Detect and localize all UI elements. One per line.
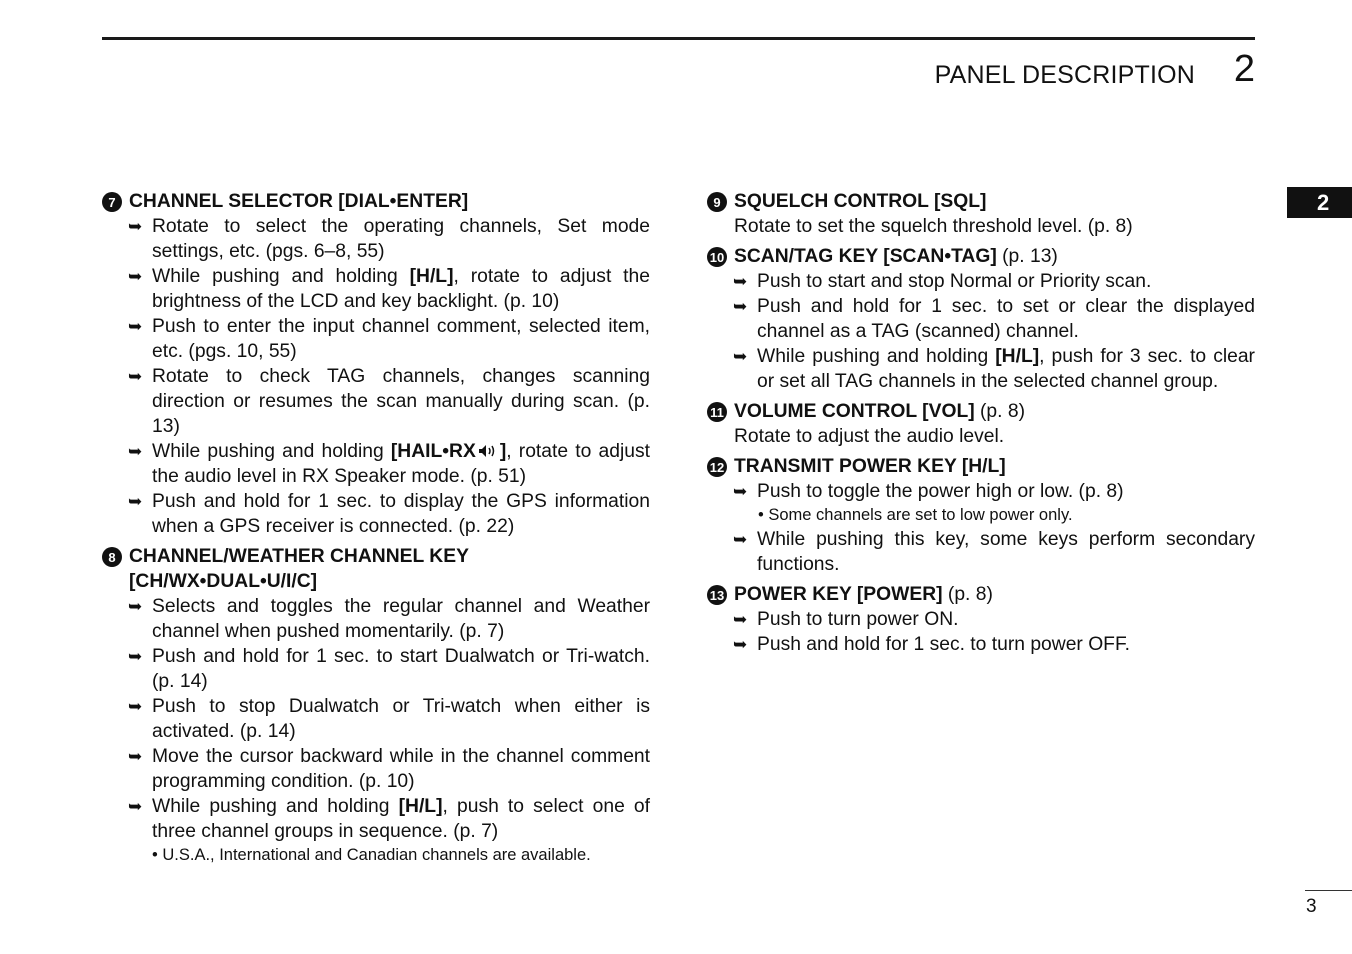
heading-text: VOLUME CONTROL [VOL] (p. 8) bbox=[734, 401, 1026, 422]
list-item bbox=[102, 489, 650, 539]
arrow-bullet-icon: ➥ bbox=[128, 442, 143, 461]
description-text: Rotate to set the squelch threshold level. (p. 8) bbox=[734, 216, 1133, 237]
bullet-text: Push to stop Dualwatch or Tri-watch when either is activated. (p. 14) bbox=[152, 696, 650, 742]
speaker-icon bbox=[478, 444, 498, 458]
bullet-text: Push to turn power ON. bbox=[757, 609, 959, 630]
section-heading bbox=[102, 544, 650, 594]
heading-text: SCAN/TAG KEY [SCAN•TAG] (p. 13) bbox=[734, 246, 1058, 267]
item-number-badge: 9 bbox=[707, 192, 727, 212]
bullet-text: While pushing and holding [H/L], push for 3 sec. to clear or set all TAG channels in the selected channel group. bbox=[757, 346, 1255, 392]
list-item bbox=[102, 364, 650, 439]
bullet-text: Push to start and stop Normal or Priority scan. bbox=[757, 271, 1152, 292]
list-item bbox=[102, 694, 650, 744]
section-heading bbox=[102, 189, 650, 214]
arrow-bullet-icon: ➥ bbox=[128, 217, 143, 236]
bullet-text: While pushing and holding [H/L], push to select one of three channel groups in sequence. (p. 7) bbox=[152, 796, 650, 842]
arrow-bullet-icon: ➥ bbox=[733, 272, 748, 291]
arrow-bullet-icon: ➥ bbox=[128, 797, 143, 816]
list-item bbox=[102, 644, 650, 694]
arrow-bullet-icon: ➥ bbox=[128, 317, 143, 336]
section-squelch-control bbox=[707, 189, 1255, 239]
list-item bbox=[707, 479, 1255, 504]
bullet-text: While pushing and holding [H/L], rotate to adjust the brightness of the LCD and key backlight. (p. 10) bbox=[152, 266, 650, 312]
list-item bbox=[102, 314, 650, 364]
chapter-number: 2 bbox=[1233, 48, 1255, 90]
heading-text: CHANNEL/WEATHER CHANNEL KEY [CH/WX•DUAL•U/I/C] bbox=[129, 546, 469, 592]
section-heading bbox=[707, 454, 1255, 479]
item-number-badge: 13 bbox=[707, 585, 727, 605]
list-item bbox=[707, 607, 1255, 632]
arrow-bullet-icon: ➥ bbox=[128, 267, 143, 286]
heading-text: TRANSMIT POWER KEY [H/L] bbox=[734, 456, 1006, 477]
section-heading bbox=[707, 244, 1255, 269]
arrow-bullet-icon: ➥ bbox=[128, 597, 143, 616]
section-volume-control bbox=[707, 399, 1255, 449]
item-number-badge: 8 bbox=[102, 547, 122, 567]
bullet-text: Rotate to select the operating channels, Set mode settings, etc. (pgs. 6–8, 55) bbox=[152, 216, 650, 262]
arrow-bullet-icon: ➥ bbox=[128, 647, 143, 666]
footer-rule bbox=[1305, 890, 1352, 891]
note-text: • U.S.A., International and Canadian channels are available. bbox=[152, 846, 591, 864]
arrow-bullet-icon: ➥ bbox=[733, 347, 748, 366]
arrow-bullet-icon: ➥ bbox=[733, 635, 748, 654]
arrow-bullet-icon: ➥ bbox=[128, 367, 143, 386]
bullet-text: Move the cursor backward while in the channel comment programming condition. (p. 10) bbox=[152, 746, 650, 792]
section-scan-tag-key bbox=[707, 244, 1255, 394]
page-number: 3 bbox=[1306, 896, 1317, 917]
list-item bbox=[102, 439, 650, 489]
list-item bbox=[707, 269, 1255, 294]
bullet-text: Rotate to check TAG channels, changes scanning direction or resumes the scan manually during scan. (p. 13) bbox=[152, 366, 650, 437]
section-heading bbox=[707, 189, 1255, 214]
list-item bbox=[102, 594, 650, 644]
page-title: PANEL DESCRIPTION bbox=[934, 61, 1195, 89]
bullet-text: While pushing and holding [HAIL•RX ], rotate to adjust the audio level in RX Speaker mode. (p. 51) bbox=[152, 441, 650, 487]
bullet-text: Push and hold for 1 sec. to start Dualwatch or Tri-watch. (p. 14) bbox=[152, 646, 650, 692]
heading-text: SQUELCH CONTROL [SQL] bbox=[734, 191, 987, 212]
arrow-bullet-icon: ➥ bbox=[128, 747, 143, 766]
bullet-text: Push and hold for 1 sec. to turn power OFF. bbox=[757, 634, 1130, 655]
item-number-badge: 10 bbox=[707, 247, 727, 267]
list-item bbox=[102, 214, 650, 264]
arrow-bullet-icon: ➥ bbox=[733, 610, 748, 629]
list-item bbox=[102, 264, 650, 314]
chapter-tab: 2 bbox=[1287, 187, 1352, 218]
list-item bbox=[102, 794, 650, 844]
section-transmit-power-key bbox=[707, 454, 1255, 577]
list-item bbox=[707, 294, 1255, 344]
list-item bbox=[707, 527, 1255, 577]
heading-text: POWER KEY [POWER] (p. 8) bbox=[734, 584, 993, 605]
section-heading bbox=[707, 582, 1255, 607]
section-heading bbox=[707, 399, 1255, 424]
item-number-badge: 11 bbox=[707, 402, 727, 422]
right-column bbox=[707, 189, 1255, 662]
heading-text: CHANNEL SELECTOR [DIAL•ENTER] bbox=[129, 191, 469, 212]
list-item bbox=[707, 632, 1255, 657]
bullet-text: While pushing this key, some keys perform secondary functions. bbox=[757, 529, 1255, 575]
section-power-key bbox=[707, 582, 1255, 657]
section-channel-weather-key bbox=[102, 544, 650, 867]
bullet-text: Push to toggle the power high or low. (p. 8) bbox=[757, 481, 1124, 502]
section-channel-selector bbox=[102, 189, 650, 539]
top-rule bbox=[102, 37, 1255, 40]
left-column bbox=[102, 189, 650, 872]
item-number-badge: 12 bbox=[707, 457, 727, 477]
bullet-text: Selects and toggles the regular channel and Weather channel when pushed momentarily. (p. 7) bbox=[152, 596, 650, 642]
bullet-text: Push to enter the input channel comment, selected item, etc. (pgs. 10, 55) bbox=[152, 316, 650, 362]
arrow-bullet-icon: ➥ bbox=[733, 297, 748, 316]
arrow-bullet-icon: ➥ bbox=[733, 482, 748, 501]
description-text: Rotate to adjust the audio level. bbox=[734, 426, 1005, 447]
list-item bbox=[707, 344, 1255, 394]
arrow-bullet-icon: ➥ bbox=[128, 697, 143, 716]
bullet-text: Push and hold for 1 sec. to set or clear the displayed channel as a TAG (scanned) channel. bbox=[757, 296, 1255, 342]
bullet-text: Push and hold for 1 sec. to display the GPS information when a GPS receiver is connected. (p. 22) bbox=[152, 491, 650, 537]
arrow-bullet-icon: ➥ bbox=[733, 530, 748, 549]
arrow-bullet-icon: ➥ bbox=[128, 492, 143, 511]
item-number-badge: 7 bbox=[102, 192, 122, 212]
note-text: • Some channels are set to low power only. bbox=[758, 506, 1073, 524]
list-item bbox=[102, 744, 650, 794]
